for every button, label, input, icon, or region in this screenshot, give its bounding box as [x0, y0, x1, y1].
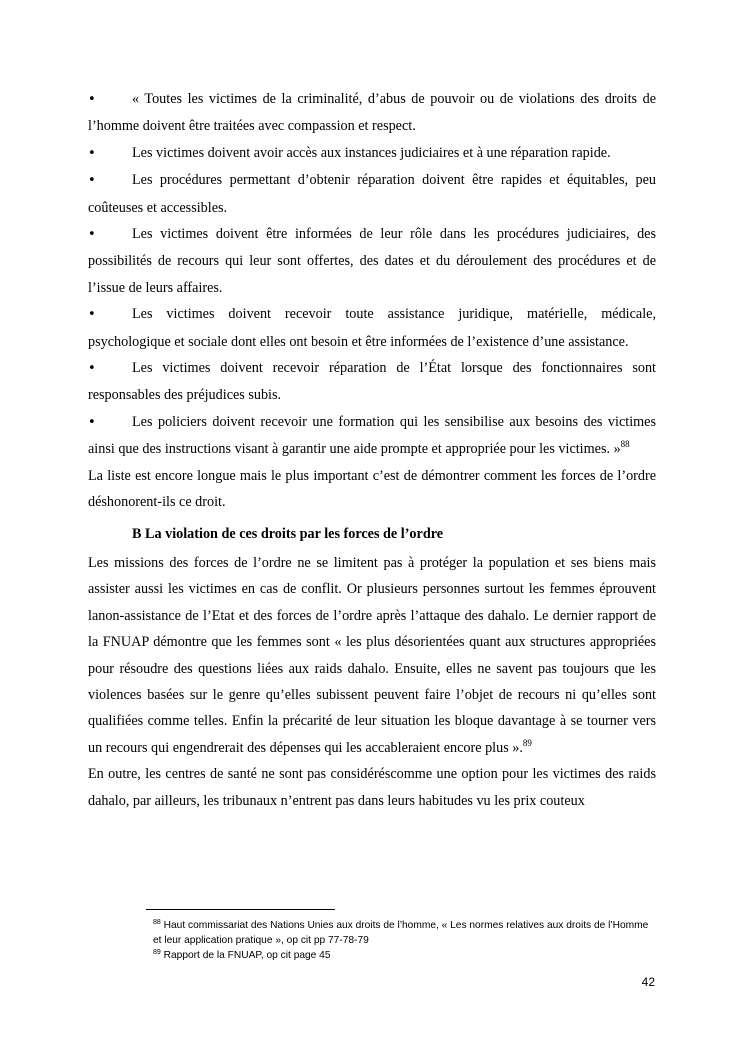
list-item-text: Les victimes doivent être informées de leur rôle dans les procédures judiciaires, des possibilités de recours qui leur sont offertes, des dates et du déroulement des procédures et de l’issue de leurs affaires. — [88, 226, 656, 296]
paragraph: En outre, les centres de santé ne sont pas considéréscomme une option pour les victimes des raids dahalo, par ailleurs, les tribunaux n’entrent pas dans leurs habitudes vu les prix couteux — [88, 766, 656, 809]
footnote-ref-89[interactable]: 89 — [522, 737, 532, 748]
list-item — [88, 409, 656, 463]
footnote — [153, 948, 653, 963]
footnote-text: Haut commissariat des Nations Unies aux droits de l’homme, « Les normes relatives aux droits de l’Homme et leur application pratique », op cit pp 77-78-79 — [153, 920, 649, 946]
list-item-text: Les victimes doivent avoir accès aux instances judiciaires et à une réparation rapide. — [132, 144, 611, 161]
list-item-text: « Toutes les victimes de la criminalité, d’abus de pouvoir ou de violations des droits de l’homme doivent être traitées avec compassion et respect. — [88, 91, 656, 135]
paragraph — [88, 550, 656, 761]
list-item-text: Les victimes doivent recevoir toute assistance juridique, matérielle, médicale, psychologique et sociale dont elles ont besoin et être informées de l’existence d’une assistance. — [88, 306, 656, 350]
list-item — [88, 140, 656, 167]
paragraph-text: Les missions des forces de l’ordre ne se limitent pas à protéger la population et ses biens mais assister aussi les victimes en cas de conflit. Or plusieurs personnes surtout les femmes éprouvent lanon-assistance de l’Etat et des forces de l’ordre après l’attaque des dahalo. Le dernier rapport de la FNUAP démontre que les femmes sont « les plus désorientées quant aux structures appropriées pour résoudre des questions liées aux raids dahalo. Ensuite, elles ne savent pas toujours que les violences basées sur le genre qu’elles subissent peuvent faire l’objet de recours ni qu’elles sont qualifiées comme telles. Enfin la précarité de leur situation les bloque davantage à se tourner vers un recours qui engendrerait des dépenses qui les accableraient encore plus ». — [88, 554, 656, 756]
footnote — [153, 918, 653, 948]
bullet-icon: • — [88, 92, 96, 107]
bullet-icon: • — [88, 145, 96, 161]
list-item — [88, 355, 656, 409]
list-item-text: Les victimes doivent recevoir réparation de l’État lorsque des fonctionnaires sont responsables des préjudices subis. — [88, 360, 656, 404]
bullet-icon: • — [88, 307, 96, 323]
footnote-ref-88[interactable]: 88 — [620, 439, 630, 450]
page-number: 42 — [641, 975, 655, 989]
footnote-number: 89 — [153, 949, 161, 956]
list-item-text: Les procédures permettant d’obtenir réparation doivent être rapides et équitables, peu coûteuses et accessibles. — [88, 172, 656, 216]
list-item — [88, 167, 656, 221]
list-item — [88, 86, 656, 140]
footnote-separator — [146, 909, 335, 910]
list-item — [88, 301, 656, 355]
bullet-icon: • — [88, 227, 96, 243]
bullet-icon: • — [88, 361, 96, 377]
section-heading: B La violation de ces droits par les forces de l’ordre — [132, 525, 444, 542]
footnotes — [153, 918, 653, 963]
list-conclusion: La liste est encore longue mais le plus important c’est de démontrer comment les forces de l’ordre déshonorent-ils ce droit. — [88, 467, 656, 511]
bullet-icon: • — [88, 414, 96, 430]
body-text — [88, 86, 656, 814]
list-item-text: Les policiers doivent recevoir une formation qui les sensibilise aux besoins des victimes ainsi que des instructions visant à garantir une aide prompte et appropriée pour les victimes. » — [88, 413, 656, 458]
footnote-text: Rapport de la FNUAP, op cit page 45 — [163, 950, 331, 961]
bullet-icon: • — [88, 173, 96, 189]
list-item — [88, 221, 656, 301]
footnote-number: 88 — [153, 919, 161, 926]
